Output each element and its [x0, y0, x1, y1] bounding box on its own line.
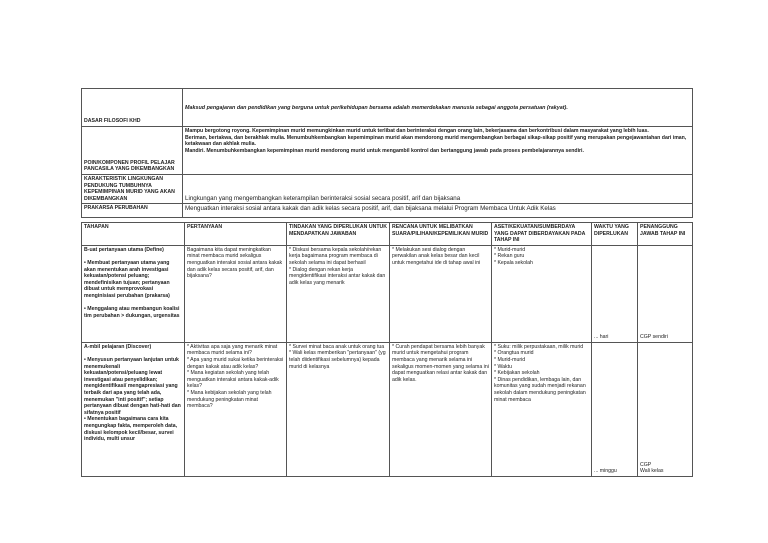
header-cell: TINDAKAN YANG DIPERLUKAN UNTUK MENDAPATKAN JAWABAN	[287, 223, 390, 246]
header-cell: ASET/KEKUATAN/SUMBERDAYA YANG DAPAT DIBERDAYAKAN PADA TAHAP INI	[492, 223, 592, 246]
table-row	[82, 127, 693, 175]
header-cell: RENCANA UNTUK MELIBATKAN SUARA/PILIHAN/KEPEMILIKAN MURID	[390, 223, 492, 246]
header-cell: WAKTU YANG DIPERLUKAN	[592, 223, 638, 246]
pj-cell: CGP sendiri	[638, 245, 693, 342]
tindakan-cell: * Diskusi bersama kepala sekolah/rekan kerja bagaimana program membaca di sekolah selama ini dapat berhasil * Dialog dengan rekan kerja mengidentifikasi interaksi antar kakak dan adik kelas yang menarik	[287, 245, 390, 342]
tahapan-cell: B-uat pertanyaan utama (Define) • Membuat pertanyaan utama yang akan menentukan arah investigasi kekuatan/potensi peluang; mendefinisikan tujuan; pertanyaan dibuat untuk memprovokasi menginisiasi perubahan (prakarsa) • Menggalang atau membangun koalisi tim perubahan > dukungan, urgensitas	[82, 245, 185, 342]
profil-line-1: Mampu bergotong royong. Kepemimpinan murid memungkinkan murid untuk terlibat dan berinteraksi dengan orang lain, bekerjasama dan berkontribusi dalam masyarakat yang lebih luas.	[185, 128, 649, 134]
header-cell: PERTANYAAN	[185, 223, 287, 246]
profil-line-3: Mandiri. Menumbuhkembangkan kepemimpinan murid mendorong murid untuk mengambil kontrol dan bertanggung jawab pada proses pembelajarannya sendiri.	[185, 147, 584, 154]
row-label	[82, 89, 183, 127]
rencana-cell: * Curah pendapat bersama lebih banyak murid untuk mengetahui program membaca yang menarik selama ini sekaligus momen-momen yang selama ini dapat menguatkan relasi antar kakak dan adik kelas.	[390, 342, 492, 476]
prakarsa-label: PRAKARSA PERUBAHAN	[84, 205, 148, 212]
row-label	[82, 175, 183, 204]
profil-pelajar-label: POIN/KOMPONEN PROFIL PELAJAR PANCASILA YANG DIKEMBANGKAN	[84, 159, 175, 173]
tahapan-cell: A-mbil pelajaran (Discover) • Menyusun pertanyaan lanjutan untuk menemukenali kekuatan/potensi/peluang lewat investigasi atau penyelidikan; mengidentifikasi/ mengapresiasi yang terbaik dari apa yang telah ada, menemukan "inti positif"; setiap pertanyaan dibuat dengan hati-hati dan sifatnya positif • Menentukan bagaimana cara kita mengungkap fakta, memperoleh data, diskusi kelompok kecil/besar, survei individu, multi unsur	[82, 342, 185, 476]
waktu-cell: ... hari	[592, 245, 638, 342]
pertanyaan-cell: * Aktivitas apa saja yang menarik minat membaca murid selama ini? * Apa yang murid sukai ketika berinteraksi dengan kakak atau adik kelas? * Mana kegiatan sekolah yang telah menguatkan interaksi antara kakak-adik kelas? * Mana kebijakan sekolah yang telah mendukung peningkatan minat membaca?	[185, 342, 287, 476]
header-cell: TAHAPAN	[82, 223, 185, 246]
karakteristik-text: Lingkungan yang mengembangkan keterampilan berinteraksi sosial secara positif, arif dan bijaksana	[185, 195, 461, 203]
tindakan-cell: * Survei minat baca anak untuk orang tua * Wali kelas memberikan "pertanyaan" (yg telah diidentifikasi sebelumnya) kepada murid di kelasnya	[287, 342, 390, 476]
table-row	[82, 89, 693, 127]
pj-cell: CGP Wali kelas	[638, 342, 693, 476]
aset-cell: * Suku: milik perpustakaan, milik murid * Orangtua murid * Murid-murid * Waktu * Kebijakan sekolah * Dinas pendidikan, lembaga lain, dan komunitas yang sudah menjadi rekanan sekolah dalam mendukung peningkatan minat membaca	[492, 342, 592, 476]
aset-cell: * Murid-murid * Rekan guru * Kepala sekolah	[492, 245, 592, 342]
row-label	[82, 204, 183, 218]
row-value	[183, 127, 693, 175]
rencana-cell: * Melakukan sesi dialog dengan perwakilan anak kelas besar dan kecil untuk mengetahui ide di tahap awal ini	[390, 245, 492, 342]
table-row	[82, 342, 693, 476]
waktu-cell: ... minggu	[592, 342, 638, 476]
row-value	[183, 204, 693, 218]
profil-line-2: Beriman, bertakwa, dan berakhlak mulia. Menumbuhkembangkan kepemimpinan murid akan mendorong murid mengembangkan berbagai sikap-sikap positif yang merupakan pengejawantahan dari iman, ketakwaan dan akhlak mulia.	[185, 134, 687, 148]
table-row	[82, 175, 693, 204]
table-header-row	[82, 223, 693, 246]
row-value	[183, 89, 693, 127]
pertanyaan-cell: Bagaimana kita dapat meningkatkan minat membaca murid sekaligus menguatkan interaksi sosial antara kakak dan adik kelas secara positif, arif, dan bijaksana?	[185, 245, 287, 342]
row-label	[82, 127, 183, 175]
summary-table	[81, 88, 693, 218]
karakteristik-label: KARAKTERISTIK LINGKUNGAN PENDUKUNG TUMBUHNYA KEPEMIMPINAN MURID YANG AKAN DIKEMBANGKAN	[84, 176, 175, 202]
stages-table	[81, 222, 693, 477]
table-row	[82, 245, 693, 342]
row-value	[183, 175, 693, 204]
table-row	[82, 204, 693, 218]
header-cell: PENANGGUNG JAWAB TAHAP INI	[638, 223, 693, 246]
prakarsa-text: Menguatkan interaksi sosial antara kakak dan adik kelas secara positif, arif, dan bijaksana melalui Program Membaca Untuk Adik Kelas	[185, 205, 556, 213]
dasar-filosofi-text: Maksud pengajaran dan pendidikan yang berguna untuk perikehidupan bersama adalah memerdekakan manusia sebagai anggota persatuan (rakyat).	[185, 104, 568, 111]
dasar-filosofi-label: DASAR FILOSOFI KHD	[84, 118, 141, 125]
